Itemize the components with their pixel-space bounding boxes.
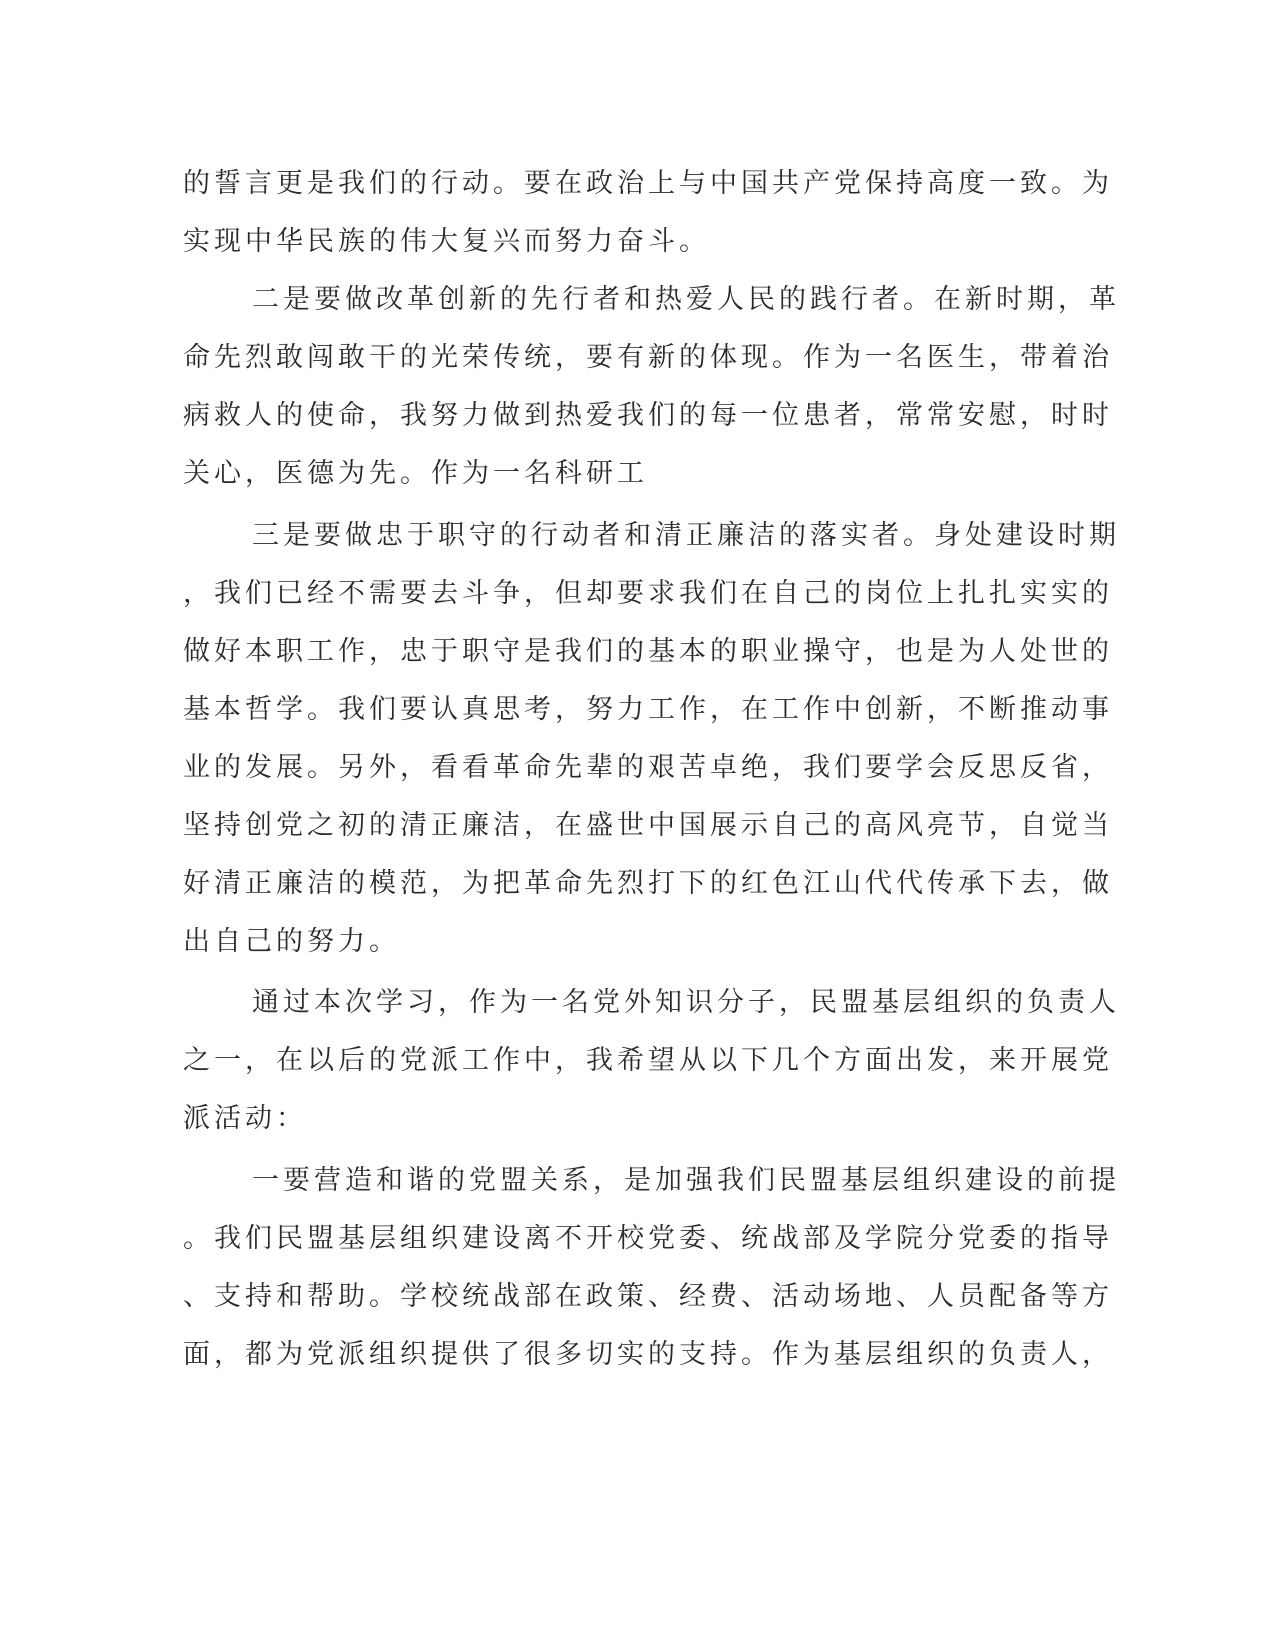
paragraph-line: 二是要做改革创新的先行者和热爱人民的践行者。在新时期，革 (252, 284, 1120, 315)
paragraph-line: 通过本次学习，作为一名党外知识分子，民盟基层组织的负责人 (252, 987, 1120, 1018)
paragraph-line: 的誓言更是我们的行动。要在政治上与中国共产党保持高度一致。为 (183, 168, 1113, 199)
paragraph-line: 一要营造和谐的党盟关系，是加强我们民盟基层组织建设的前提 (252, 1165, 1120, 1196)
paragraph-line: 业的发展。另外，看看革命先辈的艰苦卓绝，我们要学会反思反省， (183, 752, 1113, 783)
paragraph-line: 派活动： (183, 1103, 307, 1134)
paragraph-line: ，我们已经不需要去斗争，但却要求我们在自己的岗位上扎扎实实的 (183, 578, 1113, 609)
paragraph-line: 做好本职工作，忠于职守是我们的基本的职业操守，也是为人处世的 (183, 636, 1113, 667)
paragraph-line: 命先烈敢闯敢干的光荣传统，要有新的体现。作为一名医生，带着治 (183, 342, 1113, 373)
paragraph-line: 关心，医德为先。作为一名科研工 (183, 458, 648, 489)
paragraph-line: 坚持创党之初的清正廉洁，在盛世中国展示自己的高风亮节，自觉当 (183, 810, 1113, 841)
paragraph-line: 面，都为党派组织提供了很多切实的支持。作为基层组织的负责人， (183, 1339, 1113, 1370)
paragraph-line: 三是要做忠于职守的行动者和清正廉洁的落实者。身处建设时期 (252, 520, 1120, 551)
paragraph-line: 基本哲学。我们要认真思考，努力工作，在工作中创新，不断推动事 (183, 694, 1113, 725)
paragraph-line: 病救人的使命，我努力做到热爱我们的每一位患者，常常安慰，时时 (183, 400, 1113, 431)
paragraph-line: 实现中华民族的伟大复兴而努力奋斗。 (183, 226, 710, 257)
paragraph-line: 。我们民盟基层组织建设离不开校党委、统战部及学院分党委的指导 (183, 1223, 1113, 1254)
paragraph-line: 好清正廉洁的模范，为把革命先烈打下的红色江山代代传承下去，做 (183, 868, 1113, 899)
paragraph-line: 之一，在以后的党派工作中，我希望从以下几个方面出发，来开展党 (183, 1045, 1113, 1076)
paragraph-line: 出自己的努力。 (183, 926, 400, 957)
paragraph-line: 、支持和帮助。学校统战部在政策、经费、活动场地、人员配备等方 (183, 1281, 1113, 1312)
